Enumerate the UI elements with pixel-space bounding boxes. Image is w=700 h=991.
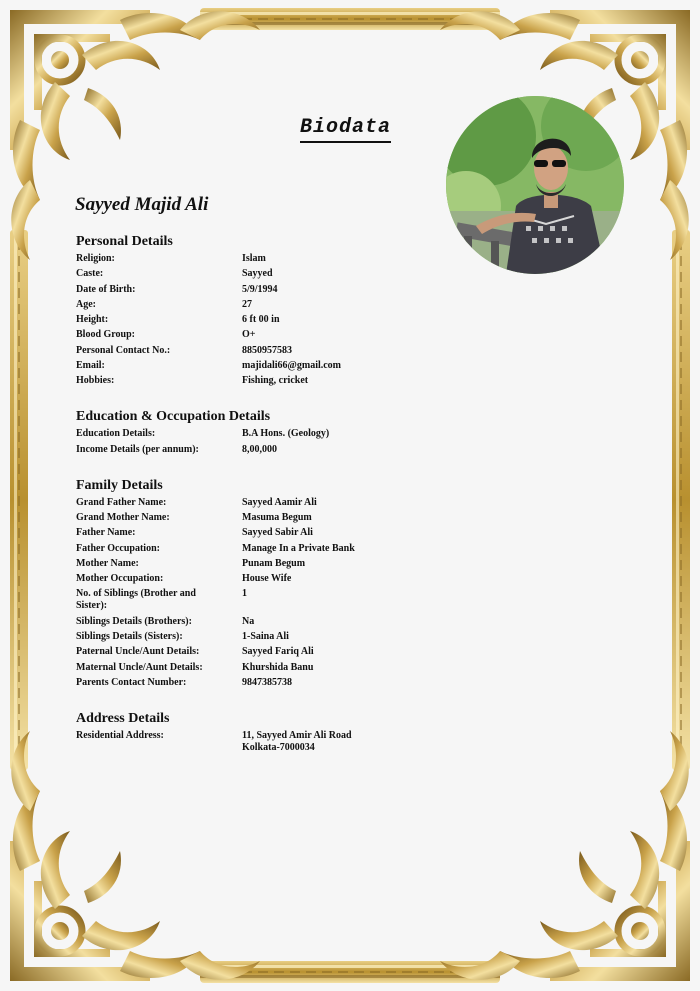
detail-row xyxy=(76,329,536,341)
address-line-2: Kolkata-7000034 xyxy=(242,741,315,753)
section-title: Address Details xyxy=(76,710,170,726)
detail-row xyxy=(76,616,536,628)
detail-label: Mother Name: xyxy=(76,557,139,569)
detail-label: Height: xyxy=(76,314,109,326)
section-address-details xyxy=(76,711,536,754)
detail-row xyxy=(76,730,536,754)
detail-row xyxy=(76,588,536,612)
detail-label: Income Details (per annum): xyxy=(76,443,199,455)
detail-row xyxy=(76,299,536,311)
detail-value: 1 xyxy=(242,588,247,600)
section-family-details xyxy=(76,478,536,689)
detail-label: Caste: xyxy=(76,268,104,280)
detail-value: 27 xyxy=(242,298,252,310)
detail-row xyxy=(76,631,536,643)
detail-value: Sayyed xyxy=(242,268,273,280)
detail-value: B.A Hons. (Geology) xyxy=(242,428,330,440)
detail-label: Hobbies: xyxy=(76,375,115,387)
detail-row xyxy=(76,284,536,296)
detail-label: Siblings Details (Brothers): xyxy=(76,615,192,627)
detail-value: Sayyed Fariq Ali xyxy=(242,646,314,658)
detail-label: Email: xyxy=(76,360,105,372)
detail-value: 6 ft 00 in xyxy=(242,314,280,326)
detail-label: Parents Contact Number: xyxy=(76,676,187,688)
detail-label: Paternal Uncle/Aunt Details: xyxy=(76,646,200,658)
section-title: Family Details xyxy=(76,477,163,493)
detail-label: Blood Group: xyxy=(76,329,135,341)
detail-row xyxy=(76,428,536,440)
detail-label: Father Occupation: xyxy=(76,542,160,554)
detail-value: Sayyed Aamir Ali xyxy=(242,496,317,508)
detail-row xyxy=(76,360,536,372)
detail-value: Punam Begum xyxy=(242,557,306,569)
address-value xyxy=(242,730,536,754)
detail-label: Education Details: xyxy=(76,428,156,440)
detail-label: Age: xyxy=(76,298,96,310)
detail-label: Religion: xyxy=(76,253,115,264)
detail-label: Residential Address: xyxy=(76,729,164,741)
detail-label: Siblings Details (Sisters): xyxy=(76,631,183,643)
detail-row xyxy=(76,527,536,539)
detail-value: 1-Saina Ali xyxy=(242,631,289,643)
address-line-1: 11, Sayyed Amir Ali Road xyxy=(242,729,352,741)
detail-row xyxy=(76,543,536,555)
detail-value: 9847385738 xyxy=(242,676,292,688)
detail-label: Father Name: xyxy=(76,527,136,539)
detail-row xyxy=(76,677,536,689)
detail-value: Sayyed Sabir Ali xyxy=(242,527,313,539)
detail-row xyxy=(76,375,536,387)
details-content xyxy=(76,234,536,776)
detail-label: Grand Father Name: xyxy=(76,496,167,508)
detail-row xyxy=(76,662,536,674)
detail-row xyxy=(76,345,536,357)
detail-label: Maternal Uncle/Aunt Details: xyxy=(76,661,203,673)
detail-label: Grand Mother Name: xyxy=(76,511,170,523)
detail-value: 5/9/1994 xyxy=(242,283,278,295)
detail-value: 8,00,000 xyxy=(242,443,277,455)
section-title: Education & Occupation Details xyxy=(76,409,271,425)
detail-value: majidali66@gmail.com xyxy=(242,360,342,372)
detail-row xyxy=(76,512,536,524)
page-title: Biodata xyxy=(300,116,391,143)
detail-row xyxy=(76,646,536,658)
detail-value: Fishing, cricket xyxy=(242,375,309,387)
detail-value: Manage In a Private Bank xyxy=(242,542,355,554)
detail-row xyxy=(76,558,536,570)
detail-value: Masuma Begum xyxy=(242,511,312,523)
detail-label: Personal Contact No.: xyxy=(76,344,171,356)
detail-value: 8850957583 xyxy=(242,344,292,356)
detail-value: Khurshida Banu xyxy=(242,661,314,673)
section-personal-details xyxy=(76,234,536,387)
detail-value: Islam xyxy=(242,253,266,264)
detail-label: Mother Occupation: xyxy=(76,573,164,585)
section-education-details xyxy=(76,409,536,455)
detail-value: House Wife xyxy=(242,573,292,585)
person-name: Sayyed Majid Ali xyxy=(75,194,209,215)
detail-label: No. of Siblings (Brother and Sister): xyxy=(76,588,196,612)
detail-row xyxy=(76,253,536,265)
detail-value: O+ xyxy=(242,329,256,341)
detail-value: Na xyxy=(242,615,255,627)
detail-row xyxy=(76,444,536,456)
detail-row xyxy=(76,268,536,280)
detail-row xyxy=(76,497,536,509)
section-title: Personal Details xyxy=(76,234,173,249)
detail-label: Date of Birth: xyxy=(76,283,136,295)
detail-row xyxy=(76,573,536,585)
detail-row xyxy=(76,314,536,326)
